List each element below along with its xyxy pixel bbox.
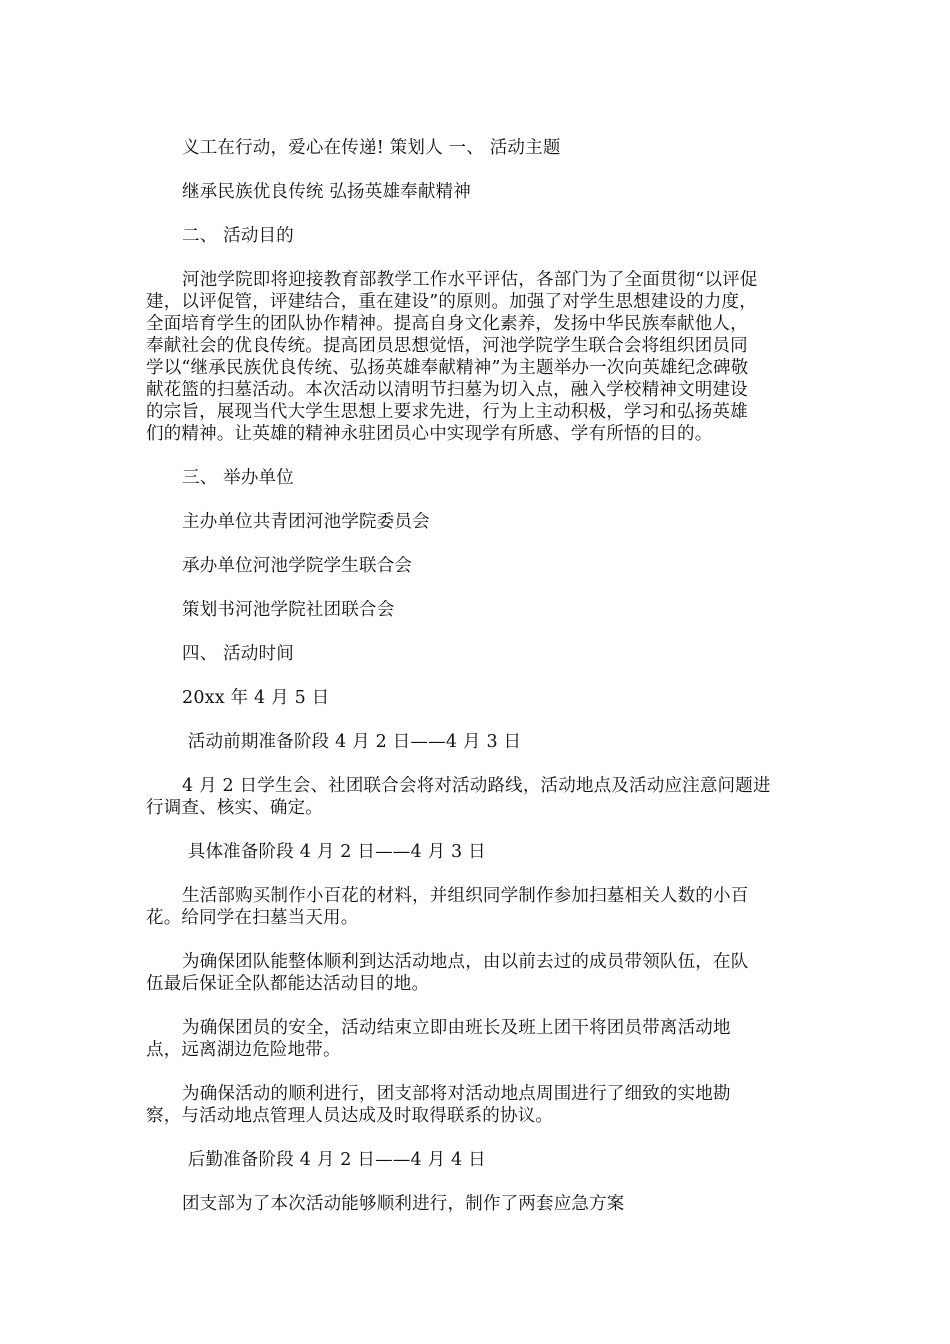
text-line: 承办单位河池学院学生联合会 — [182, 556, 413, 576]
paragraph-route-survey — [146, 775, 810, 819]
text-line: 河池学院即将迎接教育部教学工作水平评估，各部门为了全面贯彻“以评促 — [182, 270, 758, 290]
text-line: 团支部为了本次活动能够顺利进行，制作了两套应急方案 — [182, 1194, 625, 1214]
text-line: 花。给同学在扫墓当天用。 — [146, 908, 359, 928]
paragraph-date — [146, 687, 810, 709]
paragraph-theme — [146, 181, 810, 203]
text-line: 策划书河池学院社团联合会 — [182, 600, 395, 620]
text-line: 4 月 2 日学生会、社团联合会将对活动路线，活动地点及活动应注意问题进 — [182, 776, 771, 796]
section-heading-purpose — [146, 225, 810, 247]
paragraph-team-arrival — [146, 951, 810, 995]
paragraph-logistics-prep — [146, 1149, 810, 1171]
text-line: 献花篮的扫墓活动。本次活动以清明节扫墓为切入点，融入学校精神文明建设 — [146, 380, 748, 400]
paragraph-purpose — [146, 269, 810, 445]
text-line: 的宗旨，展现当代大学生思想上要求先进，行为上主动积极，学习和弘扬英雄 — [146, 402, 748, 422]
section-heading-time — [146, 643, 810, 665]
paragraph-safety — [146, 1017, 810, 1061]
paragraph-planner — [146, 599, 810, 621]
text-line: 为确保活动的顺利进行，团支部将对活动地点周围进行了细致的实地勘 — [182, 1084, 731, 1104]
text-line: 全面培育学生的团队协作精神。提高自身文化素养，发扬中华民族奉献他人， — [146, 314, 748, 334]
text-line: 生活部购买制作小百花的材料，并组织同学制作参加扫墓相关人数的小百 — [182, 886, 749, 906]
text-line: 们的精神。让英雄的精神永驻团员心中实现学有所感、学有所悟的目的。 — [146, 424, 713, 444]
text-line: 三、 举办单位 — [182, 468, 294, 488]
text-line: 学以“继承民族优良传统、弘扬英雄奉献精神”为主题举办一次向英雄纪念碑敬 — [146, 358, 749, 378]
text-line: 继承民族优良传统 弘扬英雄奉献精神 — [182, 182, 471, 202]
text-line: 为确保团员的安全，活动结束立即由班长及班上团干将团员带离活动地 — [182, 1018, 731, 1038]
text-line: 四、 活动时间 — [182, 644, 294, 664]
text-line: 后勤准备阶段 4 月 2 日——4 月 4 日 — [182, 1150, 486, 1170]
paragraph-host — [146, 511, 810, 533]
section-heading-organizers — [146, 467, 810, 489]
text-line: 点，远离湖边危险地带。 — [146, 1040, 341, 1060]
paragraph-flowers — [146, 885, 810, 929]
text-line: 行调查、核实、确定。 — [146, 798, 323, 818]
text-line: 奉献社会的优良传统。提高团员思想觉悟，河池学院学生联合会将组织团员同 — [146, 336, 748, 356]
text-line: 义工在行动，爱心在传递! 策划人 一、 活动主题 — [182, 138, 561, 158]
text-line: 20xx 年 4 月 5 日 — [182, 688, 330, 708]
text-line: 活动前期准备阶段 4 月 2 日——4 月 3 日 — [182, 732, 522, 752]
paragraph-specific-prep — [146, 841, 810, 863]
paragraph-contingency — [146, 1193, 810, 1215]
text-line: 具体准备阶段 4 月 2 日——4 月 3 日 — [182, 842, 486, 862]
paragraph-site-survey — [146, 1083, 810, 1127]
text-line: 察，与活动地点管理人员达成及时取得联系的协议。 — [146, 1106, 554, 1126]
paragraph-theme-heading — [146, 137, 810, 159]
text-line: 主办单位共青团河池学院委员会 — [182, 512, 430, 532]
text-line: 伍最后保证全队都能达活动目的地。 — [146, 974, 430, 994]
paragraph-organizer — [146, 555, 810, 577]
text-line: 为确保团队能整体顺利到达活动地点，由以前去过的成员带领队伍，在队 — [182, 952, 749, 972]
paragraph-early-prep — [146, 731, 810, 753]
text-line: 建，以评促管，评建结合，重在建设”的原则。加强了对学生思想建设的力度， — [146, 292, 757, 312]
text-line: 二、 活动目的 — [182, 226, 294, 246]
